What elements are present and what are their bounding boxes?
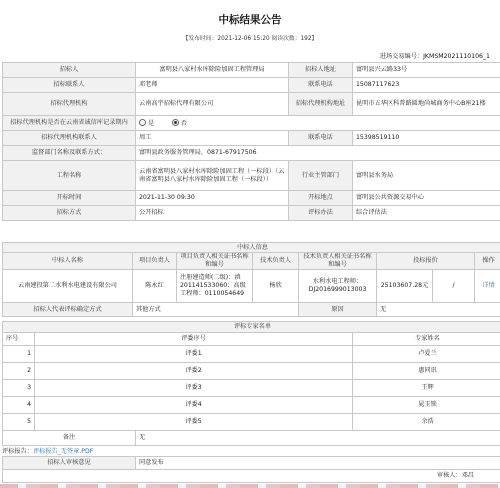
agency-contact-label: 招标代理机构联系人 bbox=[3, 131, 136, 146]
opinion-table bbox=[2, 456, 500, 483]
record-options bbox=[136, 116, 500, 131]
expert-header-name: 专家姓名 bbox=[353, 333, 500, 346]
method-value: 公开招标 bbox=[136, 206, 289, 221]
expert-no: 5 bbox=[3, 414, 35, 431]
expert-header-seq: 评委序号 bbox=[35, 333, 353, 346]
method-label: 招标方式 bbox=[3, 206, 136, 221]
record-yes-label: 是 bbox=[148, 119, 155, 127]
opinion-value: 同意发布 bbox=[136, 457, 500, 470]
winner-name: 云南建投第二水利水电建设有限公司 bbox=[3, 270, 133, 303]
expert-row bbox=[3, 414, 500, 431]
winner-header-pm: 项目负责人 bbox=[133, 253, 177, 270]
agency-value: 云南高宇招标代理有限公司 bbox=[136, 93, 289, 116]
expert-name: 惠同讯 bbox=[353, 363, 500, 380]
remark-value: 无 bbox=[136, 431, 500, 446]
reviewer-value: 邓昌 bbox=[461, 472, 474, 479]
reason-label: 原因 bbox=[299, 303, 377, 317]
dept-value: 富明县水务局 bbox=[353, 161, 500, 191]
contact-value: 邓老师 bbox=[136, 78, 289, 93]
agency-label: 招标代理机构 bbox=[3, 93, 136, 116]
winner-price-extra: / bbox=[433, 270, 475, 303]
open-place-value: 富明县公共资源交易中心 bbox=[353, 191, 500, 206]
winner-tech: 杨欣 bbox=[253, 270, 299, 303]
contact-phone-value: 15087117623 bbox=[353, 78, 500, 93]
winner-pm-cert: 注册建造师(二级)：滇201141533060；高级工程师：0110054649 bbox=[177, 270, 253, 303]
winner-header-name: 中标人名称 bbox=[3, 253, 133, 270]
expert-name: 余浩 bbox=[353, 414, 500, 431]
winner-header-tech-cert: 技术负责人相关证书名称和编号 bbox=[299, 253, 377, 270]
winner-table bbox=[2, 242, 500, 317]
eval-value: 综合评估法 bbox=[353, 206, 500, 221]
winner-header-price: 投标报价 bbox=[377, 253, 475, 270]
winner-section-title: 中标人信息 bbox=[3, 243, 500, 253]
winner-price: 25103607.28元 bbox=[377, 270, 433, 303]
project-label: 工程名称 bbox=[3, 161, 136, 191]
tenderer-address-label: 招标人地址 bbox=[289, 63, 353, 78]
tenderer-label: 招标人 bbox=[3, 63, 136, 78]
expert-name: 王辉 bbox=[353, 380, 500, 397]
expert-no: 2 bbox=[3, 363, 35, 380]
winner-header-action: 操作 bbox=[475, 253, 500, 270]
winner-pm: 陈永红 bbox=[133, 270, 177, 303]
contact-label: 招标联系人 bbox=[3, 78, 136, 93]
expert-no: 4 bbox=[3, 397, 35, 414]
expert-seq: 评委2 bbox=[35, 363, 353, 380]
project-value: 云南省富明县八家村水库除险加固工程（一标段）（云南省富明县八家村水库除险加固工程（一标段）） bbox=[136, 161, 289, 191]
agency-phone-label: 联系电话 bbox=[289, 131, 353, 146]
supervisor-value: 富明县政务服务管理局，0871-67917506 bbox=[136, 146, 500, 161]
expert-seq: 评委5 bbox=[35, 414, 353, 431]
expert-row bbox=[3, 380, 500, 397]
expert-seq: 评委3 bbox=[35, 380, 353, 397]
remark-label: 备注 bbox=[3, 431, 136, 446]
tenderer-value: 富明县八家村水库除险加固工程管理局 bbox=[136, 63, 289, 78]
expert-seq: 评委1 bbox=[35, 346, 353, 363]
report-file-label: 评标报告： bbox=[2, 448, 33, 455]
transaction-code-label: 进场交易编号： bbox=[379, 53, 424, 60]
contact-phone-label: 联系电话 bbox=[289, 78, 353, 93]
report-file-line bbox=[2, 446, 498, 455]
expert-row bbox=[3, 363, 500, 380]
confirm-value: 其他方式 bbox=[133, 303, 299, 317]
winner-header-pm-cert: 项目负责人相关证书名称和编号 bbox=[177, 253, 253, 270]
agency-phone-value: 15398519110 bbox=[353, 131, 500, 146]
open-time-value: 2021-11-30 09:30 bbox=[136, 191, 289, 206]
page-title: 中标结果公告 bbox=[218, 14, 282, 26]
confirm-label: 招标人代表评标确定方式 bbox=[3, 303, 133, 317]
publish-meta: 【发布时间：2021-12-06 15:20 阅读次数：192】 bbox=[182, 36, 318, 42]
report-file-link[interactable]: 评标报告_无签章.PDF bbox=[32, 448, 94, 455]
expert-no: 3 bbox=[3, 380, 35, 397]
expert-table bbox=[2, 321, 500, 446]
tenderer-address-value: 富明县兴云路33号 bbox=[353, 63, 500, 78]
expert-header-no: 序号 bbox=[3, 333, 35, 346]
expert-no: 1 bbox=[3, 346, 35, 363]
transaction-code-value: JKMSM2021110106_1 bbox=[423, 53, 490, 60]
eval-label: 评标办法 bbox=[289, 206, 353, 221]
winner-header-tech: 技术负责人 bbox=[253, 253, 299, 270]
expert-row bbox=[3, 346, 500, 363]
cut-off-footer bbox=[0, 484, 500, 488]
dept-label: 行业主管部门 bbox=[289, 161, 353, 191]
reviewer bbox=[136, 470, 500, 483]
expert-name: 卢爱兰 bbox=[353, 346, 500, 363]
transaction-code bbox=[380, 51, 490, 60]
expert-seq: 评委4 bbox=[35, 397, 353, 414]
opinion-label: 招标人审核意见 bbox=[3, 457, 136, 470]
agency-contact-value: 周工 bbox=[136, 131, 289, 146]
agency-address-label: 招标代理机构地址 bbox=[289, 93, 353, 116]
reason-value: 无 bbox=[377, 303, 500, 317]
reviewer-label: 审核人： bbox=[436, 472, 462, 479]
record-no-label: 否 bbox=[180, 119, 188, 127]
record-yes-radio[interactable] bbox=[139, 119, 146, 126]
open-time-label: 开标时间 bbox=[3, 191, 136, 206]
winner-detail-link[interactable]: 详情 bbox=[475, 270, 500, 303]
winner-tech-cert: 水利水电工程师：DJ2016999013003 bbox=[299, 270, 377, 303]
agency-address-value: 昆明市五华区科普路圆地尚城商务中心B座21楼 bbox=[353, 93, 500, 116]
expert-name: 晁玉锁 bbox=[353, 397, 500, 414]
open-place-label: 开标地点 bbox=[289, 191, 353, 206]
record-no-radio[interactable] bbox=[172, 119, 179, 126]
supervisor-label: 监督部门名称及联系方式： bbox=[3, 146, 136, 161]
expert-section-title: 评标专家名单 bbox=[3, 322, 500, 333]
tender-info-table bbox=[2, 62, 500, 221]
expert-row bbox=[3, 397, 500, 414]
record-label: 招标代理机构是否在云南省诚信库记录期内 bbox=[3, 116, 136, 131]
